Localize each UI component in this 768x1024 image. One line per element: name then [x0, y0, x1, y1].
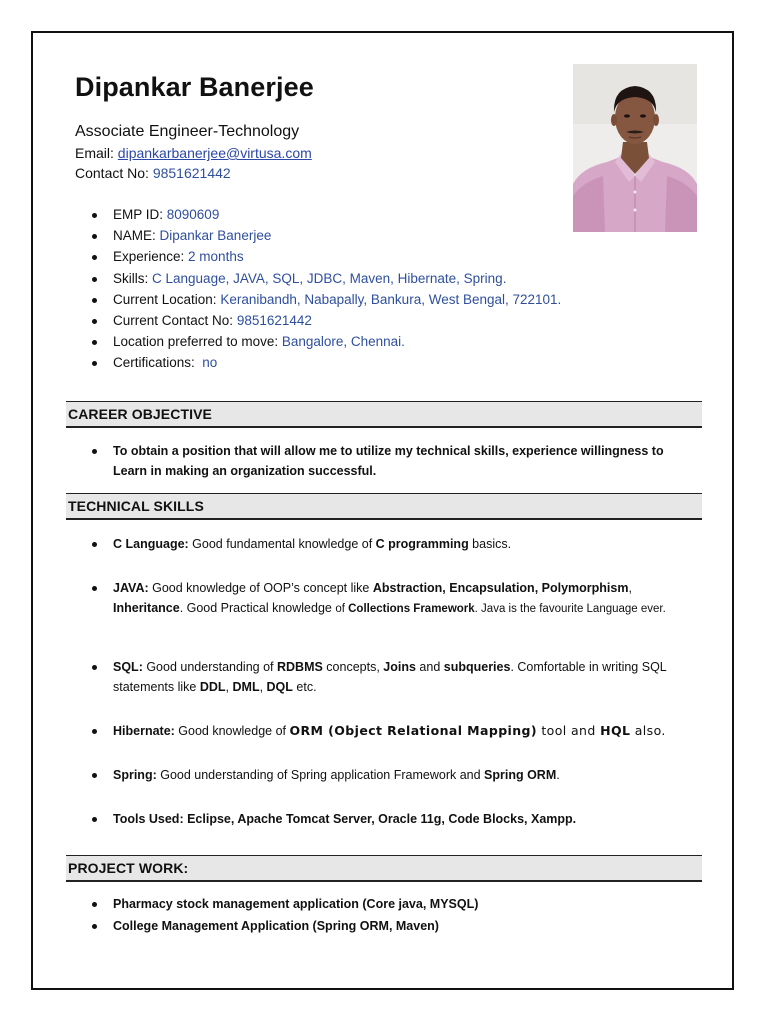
skill-spring: Spring: Good understanding of Spring application Framework and Spring ORM. — [92, 765, 697, 785]
contact-label: Contact No: — [75, 165, 153, 181]
bullet — [92, 924, 97, 929]
designation: Associate Engineer-Technology — [75, 123, 300, 140]
bullet — [92, 542, 97, 547]
skill-java: JAVA: Good knowledge of OOP’s concept like Abstraction, Encapsulation, Polymorphism, Inheritance. Good Practical knowledge of Collections Framework. Java is the favourite Language ever. — [92, 578, 697, 619]
career-objective-text: To obtain a position that will allow me to utilize my technical skills, experience willingness to Learn in making an organization successful. — [113, 444, 664, 478]
bullet — [92, 665, 97, 670]
detail-current-contact: Current Contact No: 9851621442 — [92, 312, 561, 333]
bullet — [92, 773, 97, 778]
email-line — [75, 145, 312, 161]
detail-emp-id: EMP ID: 8090609 — [92, 206, 561, 227]
bullet — [92, 902, 97, 907]
project-item: Pharmacy stock management application (Core java, MYSQL) — [92, 894, 697, 914]
technical-skills-heading: TECHNICAL SKILLS — [66, 493, 702, 520]
detail-certifications: Certifications: no — [92, 354, 561, 375]
detail-preferred-location: Location preferred to move: Bangalore, Chennai. — [92, 333, 561, 354]
email-label: Email: — [75, 145, 118, 161]
project-work-heading: PROJECT WORK: — [66, 855, 702, 882]
candidate-name: Dipankar Banerjee — [75, 72, 314, 102]
skill-c-language: C Language: Good fundamental knowledge of C programming basics. — [92, 534, 697, 554]
career-objective-item — [92, 441, 697, 481]
detail-name: NAME: Dipankar Banerjee — [92, 227, 561, 248]
email-link[interactable]: dipankarbanerjee@virtusa.com — [117, 145, 312, 161]
contact-line — [75, 165, 231, 181]
personal-details-list — [92, 206, 561, 376]
profile-photo — [573, 64, 697, 232]
bullet — [92, 586, 97, 591]
career-objective-heading: CAREER OBJECTIVE — [66, 401, 702, 428]
project-item: College Management Application (Spring ORM, Maven) — [92, 916, 697, 936]
skill-sql: SQL: Good understanding of RDBMS concepts, Joins and subqueries. Comfortable in writing SQL statements like DDL, DML, DQL etc. — [92, 657, 697, 697]
detail-skills: Skills: C Language, JAVA, SQL, JDBC, Maven, Hibernate, Spring. — [92, 270, 561, 291]
bullet — [92, 729, 97, 734]
detail-current-location: Current Location: Keranibandh, Nabapally, Bankura, West Bengal, 722101. — [92, 291, 561, 312]
bullet — [92, 449, 97, 454]
skill-hibernate: Hibernate: Good knowledge of ORM (Object Relational Mapping) tool and HQL also. — [92, 721, 697, 741]
tools-used: Tools Used: Eclipse, Apache Tomcat Server, Oracle 11g, Code Blocks, Xampp. — [92, 809, 697, 829]
bullet — [92, 817, 97, 822]
contact-number: 9851621442 — [152, 165, 231, 181]
detail-experience: Experience: 2 months — [92, 248, 561, 269]
